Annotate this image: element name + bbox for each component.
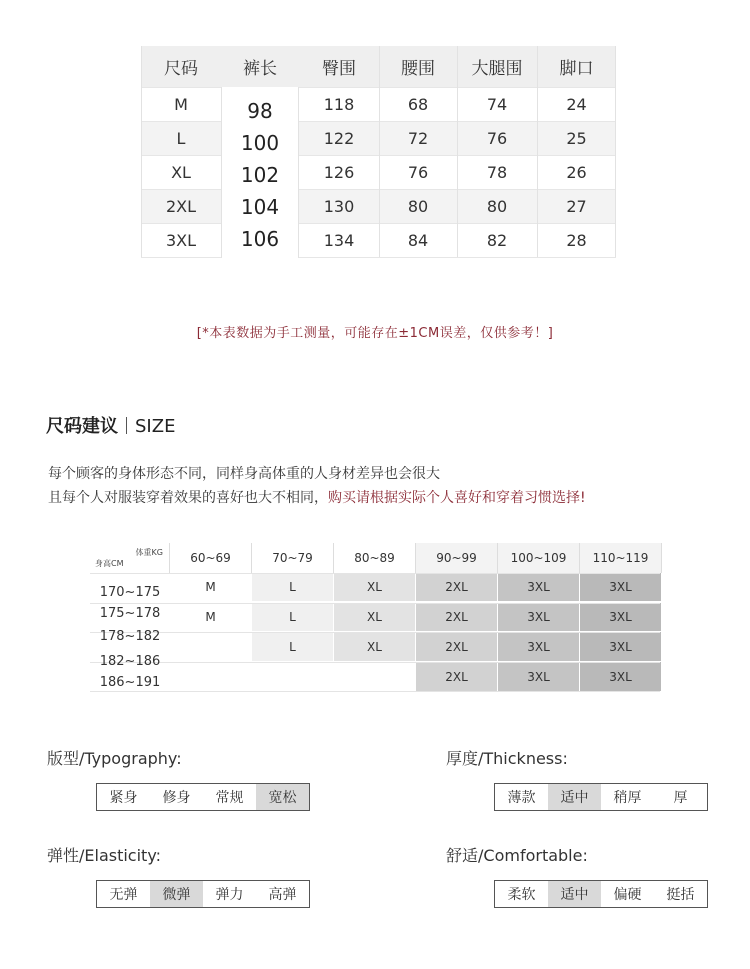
scale-option: 稍厚 [613, 790, 642, 806]
scale-option: 挺括 [666, 887, 695, 903]
length-column [221, 87, 299, 258]
recommended-size-cell: 3XL [580, 632, 661, 661]
length-value: 102 [240, 163, 280, 187]
cell-hem: 28 [566, 231, 587, 250]
title-separator [126, 417, 127, 434]
height-range: 182~186 [99, 654, 161, 669]
recommended-size-cell: 3XL [498, 603, 579, 631]
recommended-size-cell: 3XL [498, 573, 579, 601]
length-value: 106 [240, 227, 280, 251]
divider [141, 257, 616, 258]
scale-option: 高弹 [268, 887, 297, 903]
cell-size: XL [171, 163, 191, 182]
table-corner-header [90, 543, 170, 573]
cell-size: M [174, 95, 188, 114]
section-title-en: SIZE [135, 416, 176, 437]
advice-text-2 [48, 487, 586, 507]
elasticity-scale [96, 880, 310, 908]
recommended-size-cell: 3XL [580, 603, 661, 631]
height-range: 186~191 [99, 675, 161, 690]
divider [141, 46, 142, 258]
recommended-size-cell [170, 662, 251, 691]
cell-hip: 134 [323, 231, 355, 250]
recommended-size-cell [170, 632, 251, 661]
cell-hip: 130 [323, 197, 355, 216]
recommended-size-cell: L [252, 632, 333, 661]
cell-hip: 118 [323, 95, 355, 114]
recommended-size-cell: L [252, 573, 333, 601]
recommended-size-cell: 2XL [416, 662, 497, 691]
header-length: 裤长 [243, 59, 277, 79]
length-value: 98 [247, 99, 273, 123]
scale-option: 修身 [162, 790, 191, 806]
scale-option: 紧身 [109, 790, 138, 806]
section-title-cn: 尺码建议 [46, 416, 118, 437]
cell-thigh: 80 [486, 197, 508, 216]
cell-thigh: 78 [486, 163, 508, 182]
cell-waist: 68 [407, 95, 429, 114]
weight-range: 60~69 [170, 543, 252, 573]
recommended-size-cell: M [170, 603, 251, 631]
divider [90, 632, 660, 633]
weight-range: 80~89 [334, 543, 416, 573]
typography-scale [96, 783, 310, 811]
recommended-size-cell: 2XL [416, 573, 497, 601]
divider [90, 603, 660, 604]
scale-option: 微弹 [150, 881, 203, 907]
divider [457, 46, 458, 258]
size-recommendation-table [90, 543, 660, 692]
recommended-size-cell: 3XL [580, 573, 661, 601]
scale-option: 薄款 [507, 790, 536, 806]
divider [615, 46, 616, 258]
cell-hem: 26 [566, 163, 587, 182]
weight-range: 90~99 [416, 543, 498, 573]
divider [90, 691, 660, 692]
divider [537, 46, 538, 258]
weight-range: 70~79 [252, 543, 334, 573]
recommended-size-cell: M [170, 573, 251, 601]
length-value: 104 [240, 195, 280, 219]
size-chart-table [141, 46, 616, 258]
cell-size: L [176, 129, 186, 148]
cell-thigh: 74 [486, 95, 508, 114]
scale-option: 偏硬 [613, 887, 642, 903]
scale-option: 适中 [548, 784, 601, 810]
cell-size: 2XL [165, 197, 197, 216]
advice-text-plain: 且每个人对服装穿着效果的喜好也大不相同， [48, 490, 328, 506]
recommended-size-cell: L [252, 603, 333, 631]
divider [90, 662, 660, 663]
cell-size: 3XL [165, 231, 197, 250]
length-value: 100 [240, 131, 280, 155]
thickness-scale [494, 783, 708, 811]
scale-option: 柔软 [507, 887, 536, 903]
header-hem: 脚口 [559, 59, 594, 79]
cell-waist: 84 [407, 231, 429, 250]
recommended-size-cell: 2XL [416, 603, 497, 631]
scale-option: 常规 [215, 790, 244, 806]
cell-hem: 24 [566, 95, 587, 114]
comfort-scale [494, 880, 708, 908]
height-range: 178~182 [99, 629, 161, 644]
thickness-label: 厚度/Thickness: [446, 749, 568, 768]
cell-hem: 25 [566, 129, 587, 148]
height-axis-label: 身高CM [95, 559, 124, 568]
cell-waist: 72 [407, 129, 429, 148]
cell-thigh: 76 [486, 129, 508, 148]
divider [90, 573, 660, 574]
cell-thigh: 82 [486, 231, 508, 250]
header-waist: 腰围 [401, 59, 435, 79]
height-range: 175~178 [99, 606, 161, 621]
cell-hip: 122 [323, 129, 355, 148]
scale-option: 无弹 [109, 887, 138, 903]
recommended-size-cell: 3XL [498, 632, 579, 661]
cell-waist: 80 [407, 197, 429, 216]
height-range: 170~175 [99, 585, 161, 600]
recommended-size-cell: 3XL [498, 662, 579, 691]
scale-option: 适中 [548, 881, 601, 907]
weight-axis-label: 体重KG [135, 548, 163, 557]
header-hip: 臀围 [322, 59, 356, 79]
scale-option: 弹力 [215, 887, 244, 903]
recommended-size-cell: XL [334, 632, 415, 661]
section-title [46, 412, 175, 438]
recommended-size-cell: 3XL [580, 662, 661, 691]
advice-text-highlight: 购买请根据实际个人喜好和穿着习惯选择! [328, 490, 586, 506]
recommended-size-cell: XL [334, 573, 415, 601]
recommended-size-cell [334, 662, 415, 691]
recommended-size-cell: 2XL [416, 632, 497, 661]
cell-hip: 126 [323, 163, 355, 182]
recommended-size-cell [252, 662, 333, 691]
weight-range: 100~109 [498, 543, 580, 573]
scale-option: 宽松 [256, 784, 309, 810]
advice-text-1: 每个顾客的身体形态不同，同样身高体重的人身材差异也会很大 [48, 466, 440, 482]
header-size: 尺码 [164, 59, 198, 79]
header-thigh: 大腿围 [471, 59, 523, 79]
elasticity-label: 弹性/Elasticity: [47, 846, 162, 865]
measurement-note: [*本表数据为手工测量，可能存在±1CM误差，仅供参考！] [196, 326, 554, 341]
weight-range: 110~119 [580, 543, 662, 573]
cell-hem: 27 [566, 197, 587, 216]
cell-waist: 76 [407, 163, 429, 182]
typography-label: 版型/Typography: [47, 749, 182, 768]
divider [379, 46, 380, 258]
scale-option: 厚 [673, 790, 688, 806]
comfort-label: 舒适/Comfortable: [446, 846, 588, 865]
recommended-size-cell: XL [334, 603, 415, 631]
